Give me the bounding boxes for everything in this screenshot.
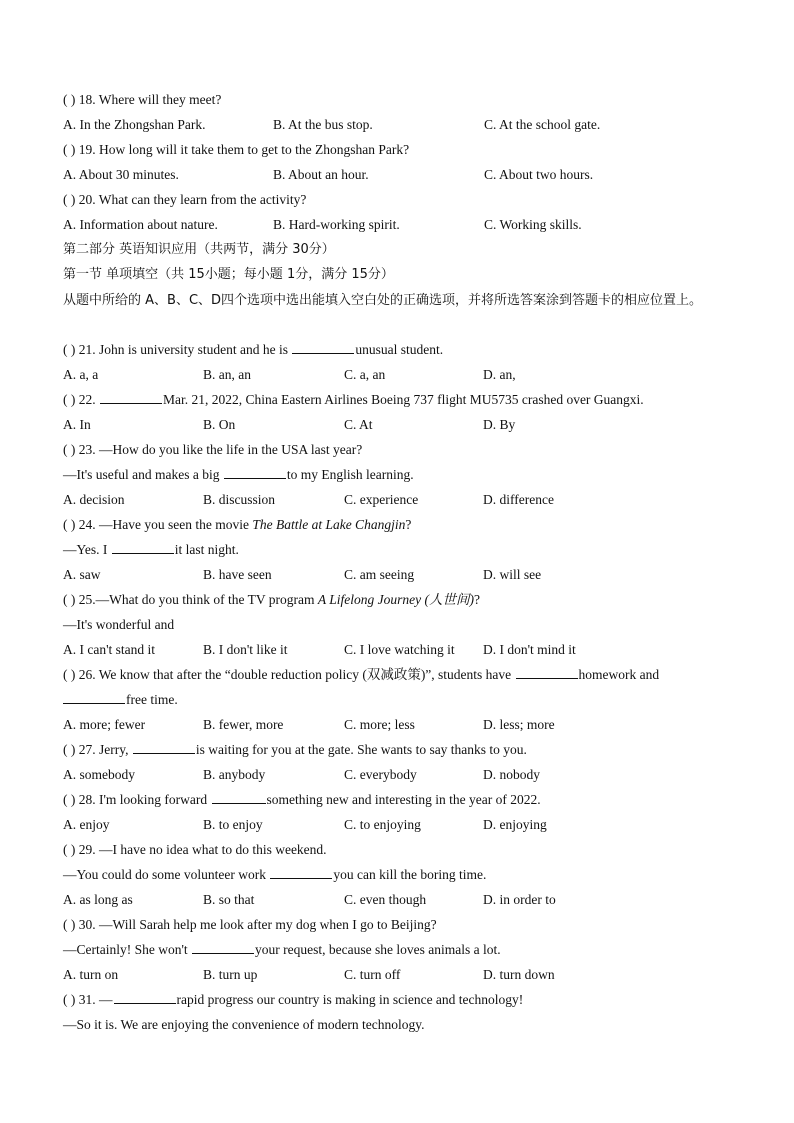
option-b: B. Hard-working spirit. xyxy=(273,217,400,232)
question-25: ( ) 25.—What do you think of the TV program A Lifelong Journey (人世间)? xyxy=(63,592,480,607)
question-24: ( ) 24. —Have you seen the movie The Battle at Lake Changjin? xyxy=(63,517,412,532)
answer-blank xyxy=(516,664,578,679)
answer-blank xyxy=(192,939,254,954)
part-2-title: 第二部分 英语知识应用（共两节，满分 30分） xyxy=(63,242,335,257)
question-30-response: —Certainly! She won't your request, because she loves animals a lot. xyxy=(63,938,501,962)
option-b: B. discussion xyxy=(203,492,276,507)
option-c: C. At xyxy=(344,417,373,432)
question-30: ( ) 30. —Will Sarah help me look after my dog when I go to Beijing? xyxy=(63,917,437,932)
question-23-options xyxy=(63,488,743,512)
option-d: D. I don't mind it xyxy=(483,642,576,657)
option-b: B. anybody xyxy=(203,767,266,782)
question-27: ( ) 27. Jerry, is waiting for you at the gate. She wants to say thanks to you. xyxy=(63,738,527,762)
option-c: C. even though xyxy=(344,892,427,907)
option-a: A. Information about nature. xyxy=(63,217,218,232)
section-1-title: 第一节 单项填空（共 15小题；每小题 1分，满分 15分） xyxy=(63,267,394,282)
question-18-options xyxy=(63,113,743,137)
option-a: A. as long as xyxy=(63,892,133,907)
question-31-response: —So it is. We are enjoying the convenience of modern technology. xyxy=(63,1017,425,1032)
option-c: C. About two hours. xyxy=(484,167,594,182)
option-b: B. an, an xyxy=(203,367,251,382)
option-b: B. turn up xyxy=(203,967,258,982)
option-a: A. In xyxy=(63,417,91,432)
option-a: A. saw xyxy=(63,567,101,582)
instructions: 从题中所给的 A、B、C、D四个选项中选出能填入空白处的正确选项，并将所选答案涂到答题卡的相应位置上。 xyxy=(63,293,703,308)
question-18: ( ) 18. Where will they meet? xyxy=(63,92,222,107)
option-a: A. more; fewer xyxy=(63,717,146,732)
question-23: ( ) 23. —How do you like the life in the USA last year? xyxy=(63,442,363,457)
movie-title: The Battle at Lake Changjin xyxy=(252,517,406,532)
option-c: C. experience xyxy=(344,492,419,507)
option-b: B. fewer, more xyxy=(203,717,284,732)
question-21-options xyxy=(63,363,743,387)
option-c: C. At the school gate. xyxy=(484,117,601,132)
option-d: D. less; more xyxy=(483,717,555,732)
question-26-options xyxy=(63,713,743,737)
answer-blank xyxy=(224,464,286,479)
option-d: D. enjoying xyxy=(483,817,547,832)
option-c: C. am seeing xyxy=(344,567,415,582)
option-b: B. have seen xyxy=(203,567,272,582)
option-c: C. a, an xyxy=(344,367,386,382)
question-28-options xyxy=(63,813,743,837)
option-c: C. turn off xyxy=(344,967,401,982)
question-29-options xyxy=(63,888,743,912)
option-b: B. At the bus stop. xyxy=(273,117,373,132)
question-24-options xyxy=(63,563,743,587)
option-b: B. About an hour. xyxy=(273,167,369,182)
option-c: C. I love watching it xyxy=(344,642,455,657)
question-25-options xyxy=(63,638,743,662)
question-29: ( ) 29. —I have no idea what to do this weekend. xyxy=(63,842,327,857)
option-c: C. everybody xyxy=(344,767,417,782)
option-d: D. will see xyxy=(483,567,542,582)
answer-blank xyxy=(133,739,195,754)
option-b: B. to enjoy xyxy=(203,817,263,832)
question-20: ( ) 20. What can they learn from the activity? xyxy=(63,192,307,207)
option-b: B. so that xyxy=(203,892,255,907)
question-26: ( ) 26. We know that after the “double reduction policy (双减政策)”, students have homework and xyxy=(63,663,659,687)
answer-blank xyxy=(114,989,176,1004)
question-30-options xyxy=(63,963,743,987)
question-26-continued: free time. xyxy=(63,688,178,712)
question-25-response: —It's wonderful and xyxy=(63,617,175,632)
option-c: C. to enjoying xyxy=(344,817,421,832)
answer-blank xyxy=(63,689,125,704)
option-a: A. About 30 minutes. xyxy=(63,167,179,182)
option-d: D. an, xyxy=(483,367,516,382)
option-d: D. nobody xyxy=(483,767,540,782)
option-b: B. On xyxy=(203,417,236,432)
option-a: A. a, a xyxy=(63,367,99,382)
answer-blank xyxy=(270,864,332,879)
option-a: A. somebody xyxy=(63,767,135,782)
option-a: A. In the Zhongshan Park. xyxy=(63,117,206,132)
option-d: D. in order to xyxy=(483,892,556,907)
answer-blank xyxy=(212,789,266,804)
question-19: ( ) 19. How long will it take them to get to the Zhongshan Park? xyxy=(63,142,410,157)
question-19-options xyxy=(63,163,743,187)
option-a: A. enjoy xyxy=(63,817,110,832)
option-d: D. difference xyxy=(483,492,554,507)
program-title: A Lifelong Journey (人世间) xyxy=(317,592,474,607)
question-24-response: —Yes. I it last night. xyxy=(63,538,239,562)
option-a: A. decision xyxy=(63,492,125,507)
option-a: A. I can't stand it xyxy=(63,642,156,657)
answer-blank xyxy=(100,389,162,404)
question-22: ( ) 22. Mar. 21, 2022, China Eastern Airlines Boeing 737 flight MU5735 crashed over Guangxi. xyxy=(63,388,644,412)
question-21: ( ) 21. John is university student and he is unusual student. xyxy=(63,338,443,362)
option-b: B. I don't like it xyxy=(203,642,288,657)
question-22-options xyxy=(63,413,743,437)
option-a: A. turn on xyxy=(63,967,119,982)
question-20-options xyxy=(63,213,743,237)
question-29-response: —You could do some volunteer work you can kill the boring time. xyxy=(63,863,486,887)
option-c: C. more; less xyxy=(344,717,415,732)
question-27-options xyxy=(63,763,743,787)
option-d: D. By xyxy=(483,417,516,432)
question-23-response: —It's useful and makes a big to my English learning. xyxy=(63,463,414,487)
answer-blank xyxy=(112,539,174,554)
option-d: D. turn down xyxy=(483,967,555,982)
option-c: C. Working skills. xyxy=(484,217,582,232)
answer-blank xyxy=(292,339,354,354)
question-28: ( ) 28. I'm looking forward something new and interesting in the year of 2022. xyxy=(63,788,541,812)
question-31: ( ) 31. — rapid progress our country is making in science and technology! xyxy=(63,988,523,1012)
